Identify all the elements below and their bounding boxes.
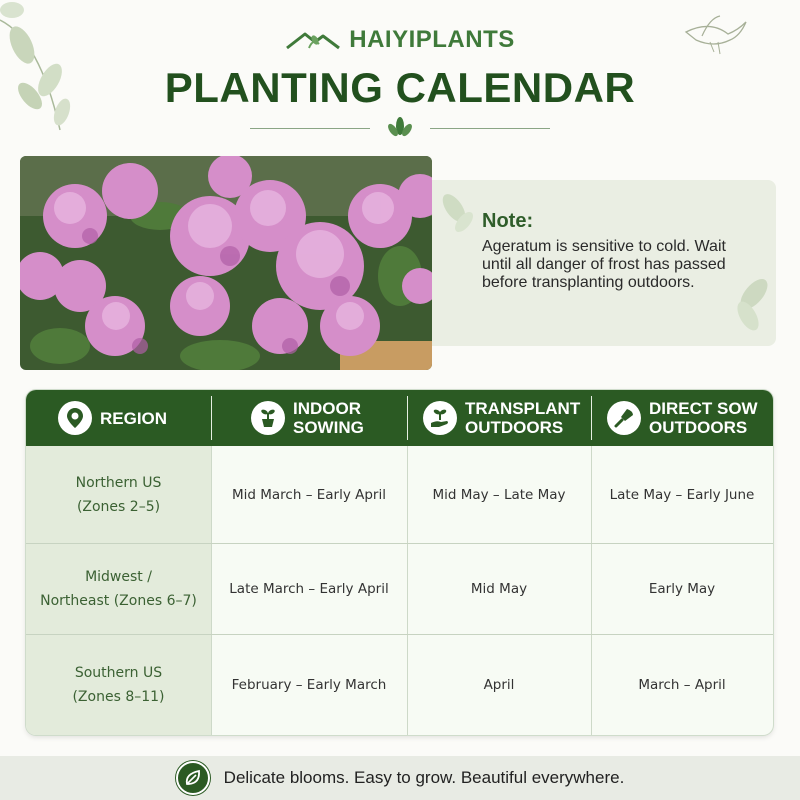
table-row-region: Southern US (Zones 8–11) [72,664,165,705]
table-cell-indoor: February – Early March [231,676,387,693]
table-cell-transplant: Mid May – Late May [432,486,566,503]
planting-table [26,390,773,735]
brand-header [0,26,800,54]
ageratum-flower-photo [20,156,432,370]
table-cell-indoor: Mid March – Early April [232,486,386,503]
header-transplant-outdoors: TRANSPLANT OUTDOORS [423,390,580,446]
house-roof-logo-icon [285,26,341,54]
sprout-icon [385,116,415,140]
table-cell-direct: Late May – Early June [609,486,755,503]
header-region: REGION [58,390,167,446]
page-title: PLANTING CALENDAR [164,64,636,111]
note-title: Note: [482,210,534,232]
table-row-region: Midwest / Northeast (Zones 6–7) [40,568,197,609]
table-cell-indoor: Late March – Early April [229,580,389,597]
table-cell-direct: Early May [648,580,716,597]
table-cell-transplant: Mid May [470,580,528,597]
brand-name: HAIYIPLANTS [349,26,515,53]
location-pin-icon [58,401,92,435]
footer-banner [0,756,800,800]
table-cell-transplant: April [483,676,515,693]
table-row-region: Northern US (Zones 2–5) [75,474,162,515]
title-divider [250,116,550,140]
note-body: Ageratum is sensitive to cold. Wait until all danger of frost has passed before transplanting outdoors. [482,238,726,291]
leaf-icon [176,761,210,795]
trowel-icon [607,401,641,435]
decorative-leaf-icon [436,190,476,234]
table-cell-direct: March – April [638,676,726,693]
footer-tagline: Delicate blooms. Easy to grow. Beautiful everywhere. [223,768,625,787]
header-direct-sow-outdoors: DIRECT SOW OUTDOORS [607,390,758,446]
header-indoor-sowing: INDOOR SOWING [251,390,364,446]
seedling-pot-icon [251,401,285,435]
hand-sprout-icon [423,401,457,435]
